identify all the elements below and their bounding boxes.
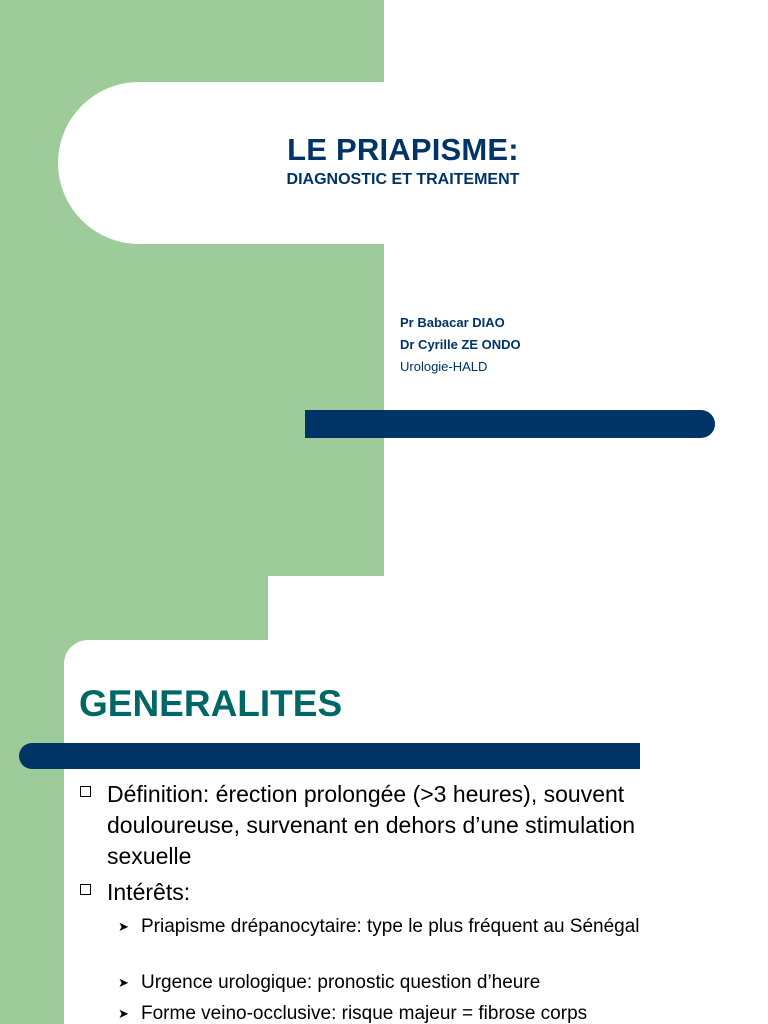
decorative-blue-bar: [19, 743, 640, 769]
bullet-definition: [80, 779, 720, 872]
decorative-blue-bar: [305, 410, 715, 438]
department-label: Urologie-HALD: [400, 359, 488, 374]
checkbox-square-icon: [80, 884, 91, 895]
section-heading: GENERALITES: [79, 683, 343, 724]
slide-separator: [0, 576, 768, 640]
green-notch: [0, 576, 268, 640]
arrow-right-icon: ➤: [118, 1006, 129, 1021]
authors-block: [400, 312, 521, 378]
sub-bullet-urgence: [118, 971, 540, 995]
sub-bullet-veino-occlusive: [118, 1002, 587, 1024]
checkbox-square-icon: [80, 786, 91, 797]
author-1: Pr Babacar DIAO: [400, 315, 505, 330]
sub-bullet-text: Forme veino-occlusive: risque majeur = fibrose corps: [141, 1003, 588, 1024]
sub-bullet-drepanocytaire: [118, 915, 640, 939]
content-slide: [0, 640, 768, 1024]
sub-bullet-text: Priapisme drépanocytaire: type le plus fréquent au Sénégal: [141, 916, 640, 937]
bullet-text: Définition: érection prolongée (>3 heures), souvent douloureuse, survenant en dehors d’une stimulation sexuelle: [107, 781, 636, 869]
sub-bullet-text: Urgence urologique: pronostic question d’heure: [141, 972, 541, 993]
bullet-interets: [80, 877, 720, 908]
slide-title: LE PRIAPISME:: [287, 132, 519, 167]
arrow-right-icon: ➤: [118, 975, 129, 990]
arrow-right-icon: ➤: [118, 919, 129, 934]
slide-subtitle: DIAGNOSTIC ET TRAITEMENT: [286, 171, 520, 188]
author-2: Dr Cyrille ZE ONDO: [400, 337, 521, 352]
bullet-text: Intérêts:: [107, 879, 191, 905]
